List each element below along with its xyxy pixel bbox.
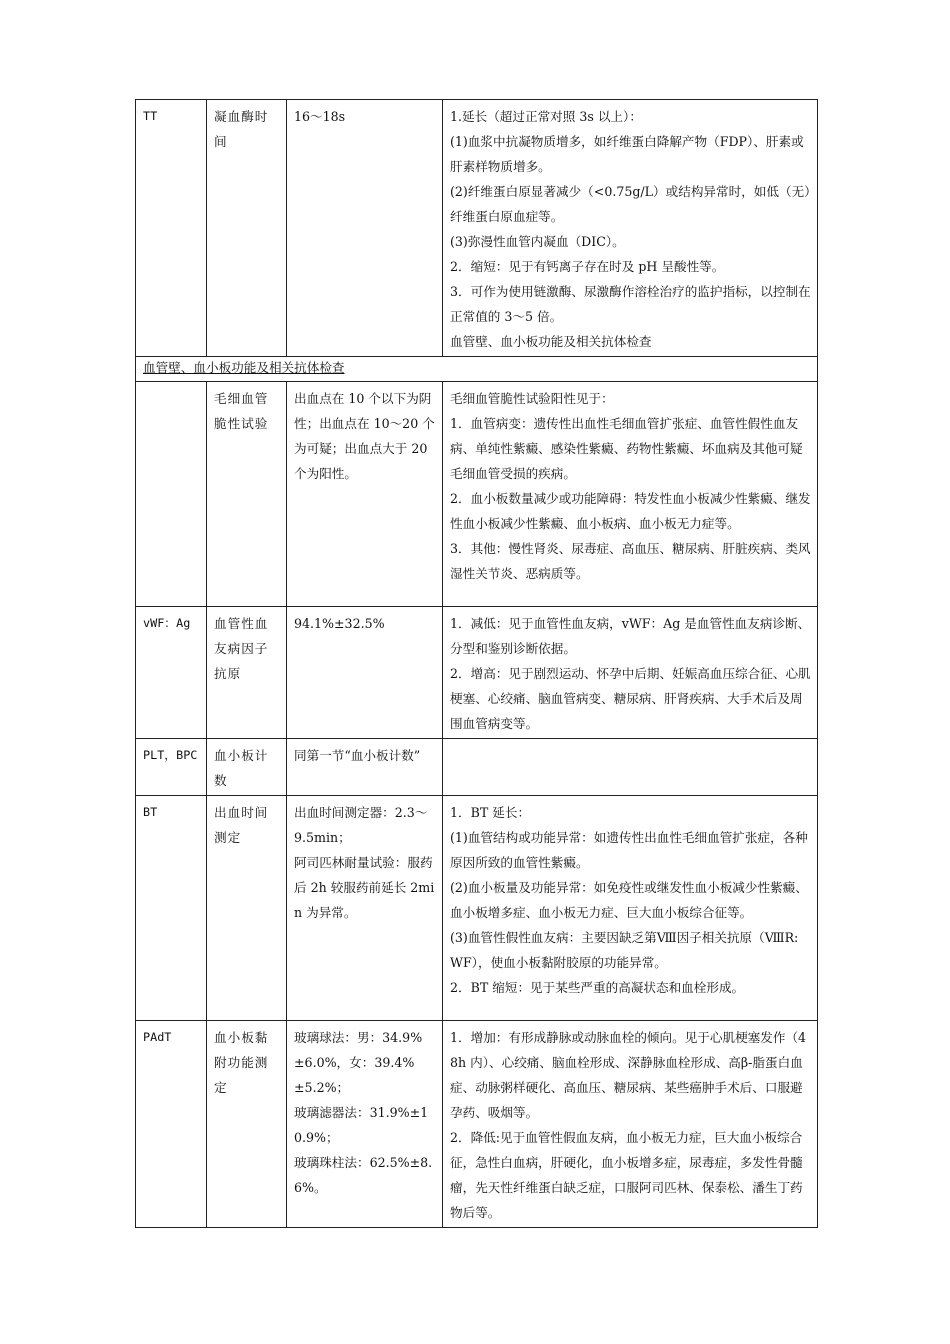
significance-line: 1．BT 延长： <box>450 805 531 820</box>
section-row <box>136 357 818 382</box>
table-row <box>136 739 818 796</box>
significance-line: 毛细血管脆性试验阳性见于： <box>450 391 614 406</box>
significance-line: 血管壁、血小板功能及相关抗体检查 <box>450 334 652 349</box>
significance-line: 3．其他：慢性肾炎、尿毒症、高血压、糖尿病、肝脏疾病、类风湿性关节炎、恶病质等。 <box>450 541 811 581</box>
significance-line: (2)血小板量及功能异常：如免疫性或继发性血小板减少性紫癜、血小板增多症、血小板无力症、巨大血小板综合征等。 <box>450 880 808 920</box>
normal-line: 阿司匹林耐量试验：服药后 2h 较服药前延长 2min 为异常。 <box>294 855 435 920</box>
table-row <box>136 382 818 607</box>
table-row <box>136 607 818 739</box>
normal-value <box>287 739 443 796</box>
normal-value <box>287 100 443 357</box>
section-header <box>136 357 818 382</box>
significance-line: (2)纤维蛋白原显著减少（<0.75g/L）或结构异常时，如低（无）纤维蛋白原血症等。 <box>450 184 811 224</box>
clinical-significance <box>443 739 818 796</box>
significance-line: 1．血管病变：遗传性出血性毛细血管扩张症、血管性假性血友病、单纯性紫癜、感染性紫癜、药物性紫癜、坏血病及其他可疑毛细血管受损的疾病。 <box>450 416 803 481</box>
significance-line: (1)血管结构或功能异常：如遗传性出血性毛细血管扩张症，各种原因所致的血管性紫癜。 <box>450 830 808 870</box>
normal-line: 94.1%±32.5% <box>294 616 385 631</box>
normal-line: 玻璃球法：男：34.9%±6.0%，女：39.4%±5.2%； <box>294 1030 423 1095</box>
clinical-significance <box>443 100 818 357</box>
clinical-significance <box>443 382 818 607</box>
test-name: 血小板计数 <box>207 739 287 796</box>
normal-line: 同第一节“血小板计数” <box>294 748 421 763</box>
clinical-significance <box>443 796 818 1021</box>
significance-line: 2．血小板数量减少或功能障碍：特发性血小板减少性紫癜、继发性血小板减少性紫癜、血小板病、血小板无力症等。 <box>450 491 811 531</box>
significance-line: 2．降低:见于血管性假血友病，血小板无力症，巨大血小板综合征，急性白血病，肝硬化，血小板增多症，尿毒症，多发性骨髓瘤，先天性纤维蛋白缺乏症，口服阿司匹林、保泰松、潘生丁药物后等。 <box>450 1130 803 1220</box>
normal-value <box>287 382 443 607</box>
lab-test-table <box>135 99 818 1228</box>
test-code: vWF：Ag <box>136 607 207 739</box>
normal-value <box>287 796 443 1021</box>
significance-line: (1)血浆中抗凝物质增多，如纤维蛋白降解产物（FDP）、肝素或肝素样物质增多。 <box>450 134 804 174</box>
normal-line: 16～18s <box>294 109 346 124</box>
test-code: PLT，BPC <box>136 739 207 796</box>
normal-line: 出血点在 10 个以下为阴性；出血点在 10～20 个为可疑；出血点大于 20 个为阳性。 <box>294 391 435 481</box>
significance-line: (3)弥漫性血管内凝血（DIC）。 <box>450 234 625 249</box>
normal-value <box>287 1021 443 1228</box>
significance-line: 2．增高：见于剧烈运动、怀孕中后期、妊娠高血压综合征、心肌梗塞、心绞痛、脑血管病变、糖尿病、肝肾疾病、大手术后及周围血管病变等。 <box>450 666 811 731</box>
test-code: TT <box>136 100 207 357</box>
test-name: 凝血酶时间 <box>207 100 287 357</box>
significance-line: 1．减低：见于血管性血友病，vWF：Ag 是血管性血友病诊断、分型和鉴别诊断依据。 <box>450 616 811 656</box>
clinical-significance <box>443 607 818 739</box>
table-row <box>136 100 818 357</box>
test-name: 出血时间测定 <box>207 796 287 1021</box>
significance-line: 1.延长（超过正常对照 3s 以上）： <box>450 109 642 124</box>
significance-line: (3)血管性假性血友病：主要因缺乏第Ⅷ因子相关抗原（ⅧR:WF），使血小板黏附胶原的功能异常。 <box>450 930 799 970</box>
test-code <box>136 382 207 607</box>
test-name: 血小板黏附功能测定 <box>207 1021 287 1228</box>
test-code: PAdT <box>136 1021 207 1228</box>
normal-value <box>287 607 443 739</box>
test-name: 毛细血管脆性试验 <box>207 382 287 607</box>
significance-line: 2．缩短：见于有钙离子存在时及 pH 呈酸性等。 <box>450 259 725 274</box>
normal-line: 出血时间测定器：2.3～9.5min； <box>294 805 428 845</box>
test-name: 血管性血友病因子抗原 <box>207 607 287 739</box>
section-title: 血管壁、血小板功能及相关抗体检查 <box>143 360 345 375</box>
normal-line: 玻璃珠柱法：62.5%±8.6%。 <box>294 1155 433 1195</box>
table-row <box>136 1021 818 1228</box>
clinical-significance <box>443 1021 818 1228</box>
significance-line: 2．BT 缩短：见于某些严重的高凝状态和血栓形成。 <box>450 980 745 995</box>
test-code: BT <box>136 796 207 1021</box>
normal-line: 玻璃滤器法：31.9%±10.9%； <box>294 1105 429 1145</box>
significance-line: 1．增加：有形成静脉或动脉血栓的倾向。见于心肌梗塞发作（48h 内）、心绞痛、脑血栓形成、深静脉血栓形成、高β-脂蛋白血症、动脉粥样硬化、高血压、糖尿病、某些癌肿手术后、口服避孕药、吸烟等。 <box>450 1030 807 1120</box>
table-row <box>136 796 818 1021</box>
significance-line: 3．可作为使用链激酶、尿激酶作溶栓治疗的监护指标，以控制在正常值的 3～5 倍。 <box>450 284 811 324</box>
